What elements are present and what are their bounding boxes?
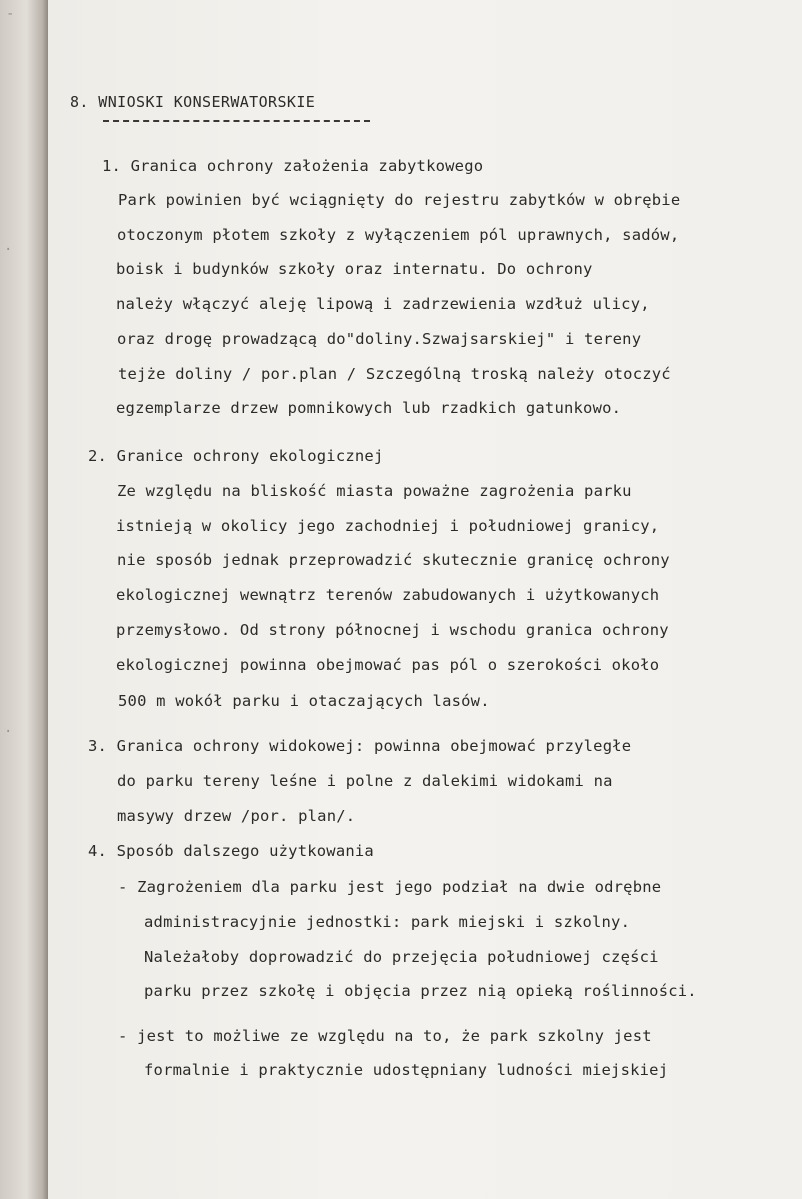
paragraph-line: - Zagrożeniem dla parku jest jego podział na dwie odrębne bbox=[118, 878, 662, 896]
paragraph-line: masywy drzew /por. plan/. bbox=[117, 807, 356, 825]
paragraph-line: tejże doliny / por.plan / Szczególną troską należy otoczyć bbox=[118, 365, 671, 383]
paragraph-line: przemysłowo. Od strony północnej i wschodu granica ochrony bbox=[116, 621, 669, 639]
paragraph-line: administracyjnie jednostki: park miejski i szkolny. bbox=[144, 913, 631, 931]
paragraph-line: Park powinien być wciągnięty do rejestru zabytków w obrębie bbox=[118, 191, 681, 209]
paragraph-line: Ze względu na bliskość miasta poważne zagrożenia parku bbox=[117, 482, 632, 500]
paragraph-line: ekologicznej wewnątrz terenów zabudowanych i użytkowanych bbox=[116, 586, 660, 604]
paragraph-line: boisk i budynków szkoły oraz internatu. Do ochrony bbox=[116, 260, 593, 278]
section-title: 2. Granice ochrony ekologicznej bbox=[88, 447, 384, 465]
paragraph-line: należy włączyć aleję lipową i zadrzewienia wzdłuż ulicy, bbox=[116, 295, 650, 313]
section-title: 4. Sposób dalszego użytkowania bbox=[88, 842, 374, 860]
section-title: 3. Granica ochrony widokowej: powinna obejmować przyległe bbox=[88, 737, 632, 755]
paragraph-line: - jest to możliwe ze względu na to, że park szkolny jest bbox=[118, 1027, 652, 1045]
margin-mark: . bbox=[4, 238, 13, 254]
margin-mark: - bbox=[6, 6, 15, 22]
heading-underline bbox=[103, 120, 370, 122]
page-binding-edge bbox=[0, 0, 48, 1199]
paragraph-line: 500 m wokół parku i otaczających lasów. bbox=[118, 692, 490, 710]
paragraph-line: nie sposób jednak przeprowadzić skutecznie granicę ochrony bbox=[117, 551, 670, 569]
paragraph-line: ekologicznej powinna obejmować pas pól o szerokości około bbox=[116, 656, 660, 674]
paragraph-line: egzemplarze drzew pomnikowych lub rzadkich gatunkowo. bbox=[116, 399, 622, 417]
paragraph-line: oraz drogę prowadzącą do"doliny.Szwajsarskiej" i tereny bbox=[117, 330, 642, 348]
paragraph-line: formalnie i praktycznie udostępniany ludności miejskiej bbox=[144, 1061, 669, 1079]
paragraph-line: parku przez szkołę i objęcia przez nią opieką roślinności. bbox=[144, 982, 697, 1000]
margin-mark: . bbox=[4, 720, 13, 736]
paragraph-line: otoczonym płotem szkoły z wyłączeniem pól uprawnych, sadów, bbox=[117, 226, 680, 244]
paragraph-line: istnieją w okolicy jego zachodniej i południowej granicy, bbox=[116, 517, 660, 535]
paragraph-line: Należałoby doprowadzić do przejęcia południowej części bbox=[144, 948, 659, 966]
paragraph-line: do parku tereny leśne i polne z dalekimi widokami na bbox=[117, 772, 613, 790]
section-title: 1. Granica ochrony założenia zabytkowego bbox=[102, 157, 484, 175]
section-heading: 8. WNIOSKI KONSERWATORSKIE bbox=[70, 93, 316, 111]
